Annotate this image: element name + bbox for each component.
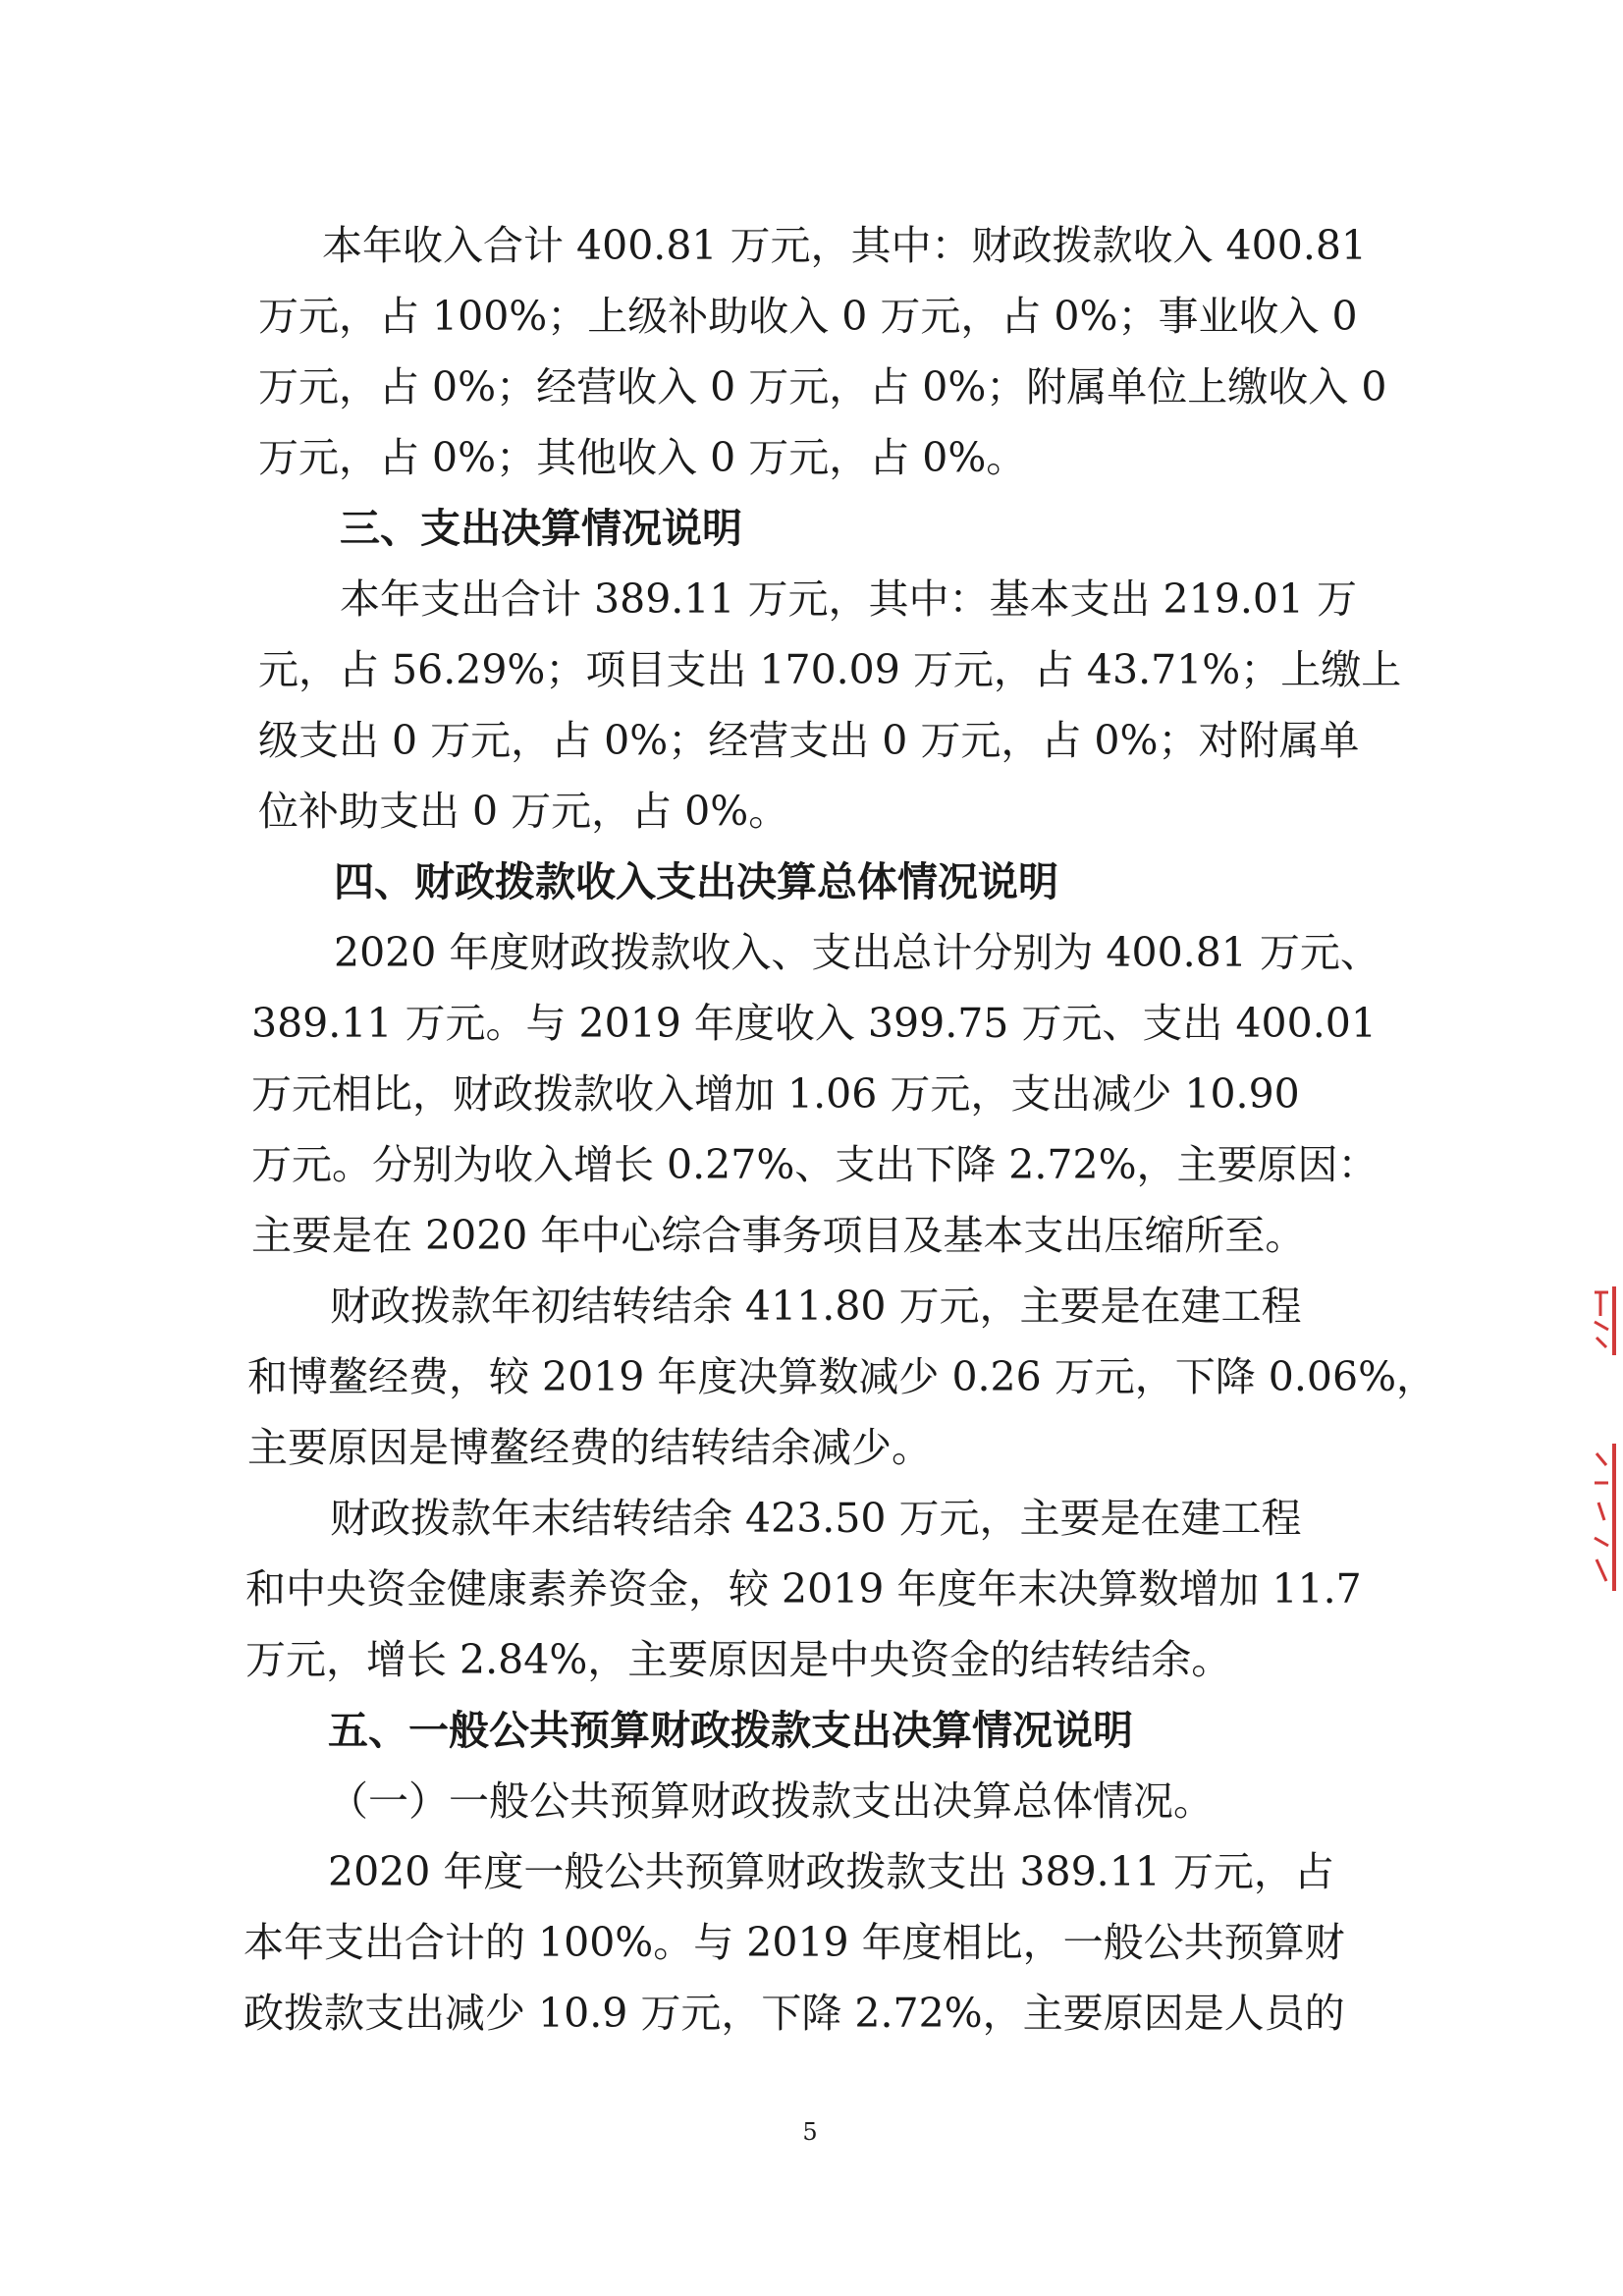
section-heading: 四、财政拨款收入支出决算总体情况说明: [334, 858, 1058, 905]
text-line: 位补助支出 0 万元，占 0%。: [258, 788, 789, 835]
text-line: 万元，占 0%；其他收入 0 万元，占 0%。: [258, 434, 1027, 481]
text-line: 主要原因是博鳌经费的结转结余减少。: [247, 1424, 932, 1471]
text-line: 级支出 0 万元，占 0%；经营支出 0 万元，占 0%；对附属单: [258, 717, 1360, 764]
text-line: 2020 年度一般公共预算财政拨款支出 389.11 万元，占: [328, 1848, 1334, 1895]
section-heading: 三、支出决算情况说明: [340, 505, 742, 552]
text-line: （一）一般公共预算财政拨款支出决算总体情况。: [328, 1777, 1214, 1825]
text-line: 财政拨款年初结转结余 411.80 万元，主要是在建工程: [330, 1283, 1302, 1330]
text-line: 和博鳌经费，较 2019 年度决算数减少 0.26 万元，下降 0.06%，: [247, 1353, 1437, 1400]
text-line: 元，占 56.29%；项目支出 170.09 万元，占 43.71%；上缴上: [258, 646, 1402, 693]
seal-fragment-icon: [1591, 1444, 1612, 1591]
text-line: 政拨款支出减少 10.9 万元，下降 2.72%，主要原因是人员的: [243, 1990, 1345, 2037]
text-line: 万元相比，财政拨款收入增加 1.06 万元，支出减少 10.90: [251, 1070, 1300, 1118]
section-heading: 五、一般公共预算财政拨款支出决算情况说明: [328, 1707, 1133, 1754]
text-line: 本年支出合计的 100%。与 2019 年度相比，一般公共预算财: [243, 1919, 1345, 1966]
text-line: 本年收入合计 400.81 万元，其中：财政拨款收入 400.81: [322, 222, 1368, 269]
text-line: 2020 年度财政拨款收入、支出总计分别为 400.81 万元、: [334, 929, 1380, 976]
seal-fragment-icon: [1591, 1286, 1612, 1355]
seal-stamp-edge: [1591, 1444, 1616, 1591]
text-line: 万元，占 100%；上级补助收入 0 万元，占 0%；事业收入 0: [258, 293, 1358, 340]
text-line: 主要是在 2020 年中心综合事务项目及基本支出压缩所至。: [251, 1212, 1306, 1259]
text-line: 和中央资金健康素养资金，较 2019 年度年末决算数增加 11.7: [245, 1565, 1362, 1613]
text-line: 万元，占 0%；经营收入 0 万元，占 0%；附属单位上缴收入 0: [258, 363, 1387, 410]
seal-stamp-edge: [1591, 1286, 1616, 1355]
text-line: 财政拨款年末结转结余 423.50 万元，主要是在建工程: [330, 1495, 1302, 1542]
text-line: 389.11 万元。与 2019 年度收入 399.75 万元、支出 400.01: [251, 1000, 1377, 1047]
text-line: 万元，增长 2.84%，主要原因是中央资金的结转结余。: [245, 1636, 1232, 1683]
page-number: 5: [802, 2118, 818, 2146]
text-line: 本年支出合计 389.11 万元，其中：基本支出 219.01 万: [340, 575, 1358, 623]
text-line: 万元。分别为收入增长 0.27%、支出下降 2.72%，主要原因：: [251, 1141, 1379, 1188]
